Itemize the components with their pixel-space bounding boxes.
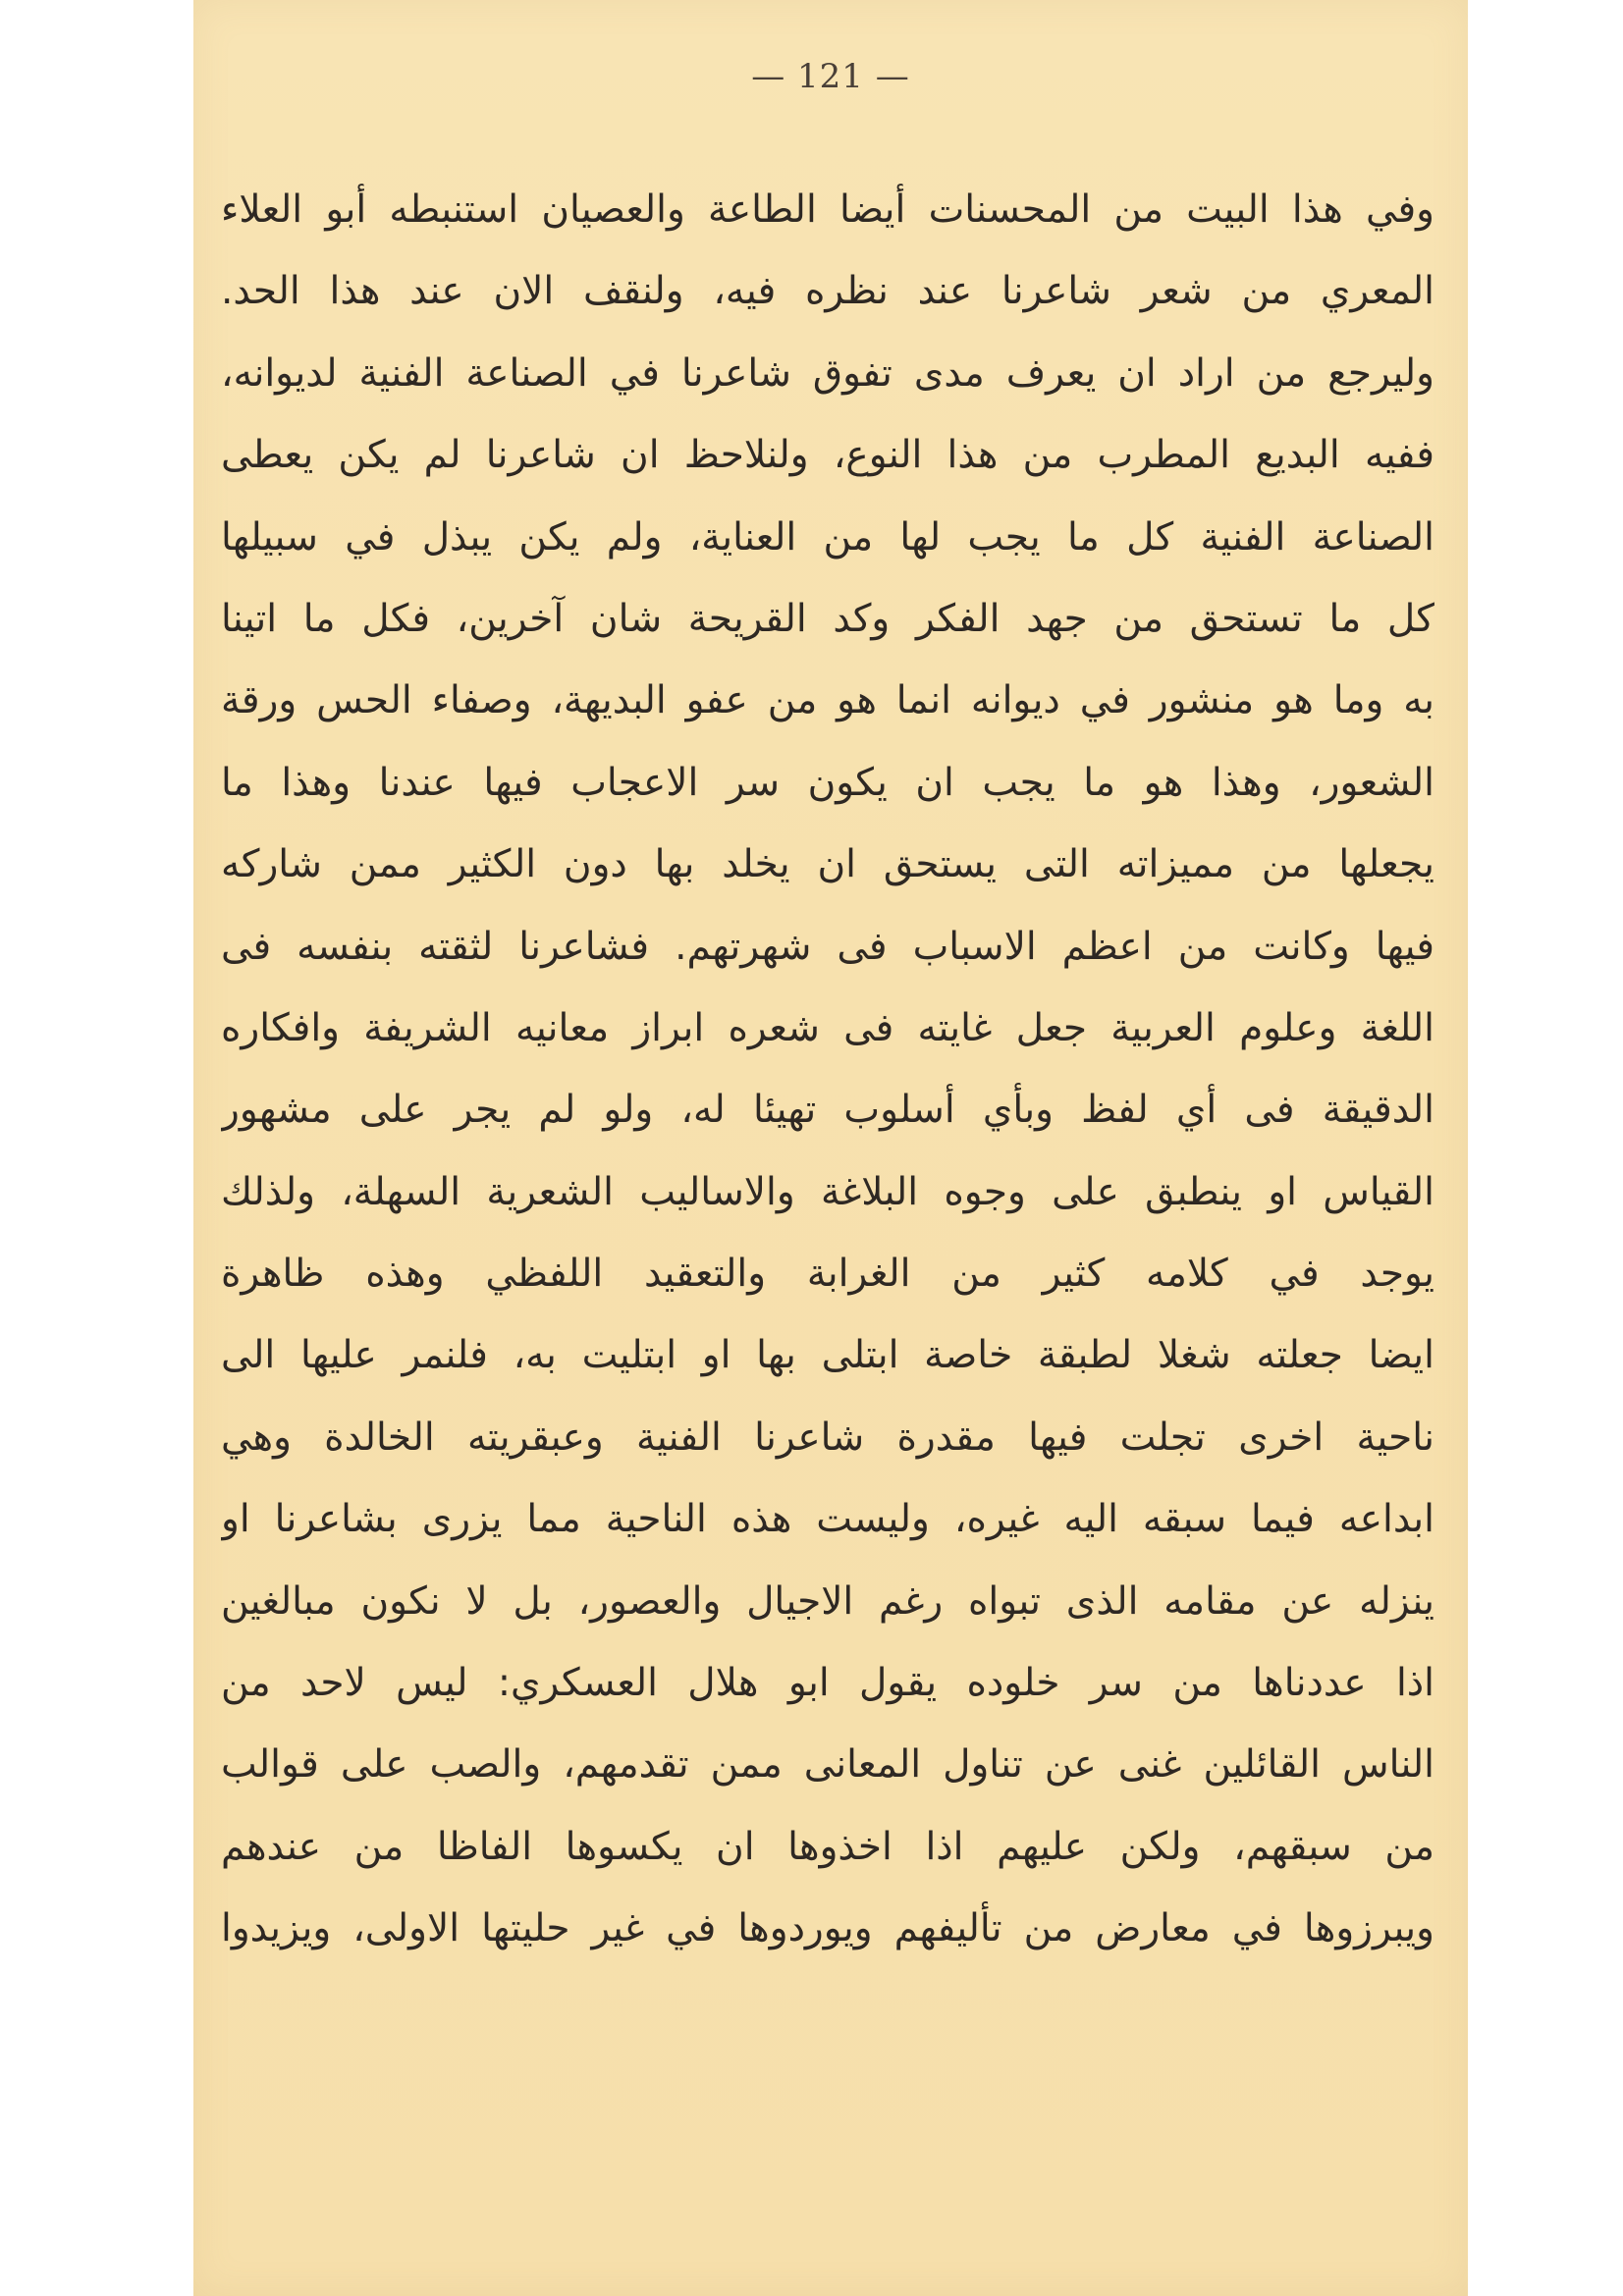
text-line: من سبقهم، ولكن عليهم اذا اخذوها ان يكسوها الفاظا من عندهم: [221, 1824, 1434, 1869]
text-line: ويبرزوها في معارض من تأليفهم ويوردوها في غير حليتها الاولى، ويزيدوا: [221, 1906, 1434, 1951]
text-line: الصناعة الفنية كل ما يجب لها من العناية، ولم يكن يبذل في سبيلها: [221, 514, 1434, 560]
text-line: ابداعه فيما سبقه اليه غيره، وليست هذه الناحية مما يزرى بشاعرنا او: [221, 1497, 1434, 1542]
text-line: الناس القائلين غنى عن تناول المعانى ممن تقدمهم، والصب على قوالب: [221, 1742, 1434, 1788]
text-line: اذا عددناها من سر خلوده يقول ابو هلال العسكري: ليس لاحد من: [221, 1661, 1434, 1706]
text-line: فيها وكانت من اعظم الاسباب فى شهرتهم. فشاعرنا لثقته بنفسه فى: [221, 924, 1434, 969]
text-line: القياس او ينطبق على وجوه البلاغة والاساليب الشعرية السهلة، ولذلك: [221, 1169, 1434, 1214]
text-line: المعري من شعر شاعرنا عند نظره فيه، ولنقف الان عند هذا الحد.: [221, 269, 1434, 314]
text-line: كل ما تستحق من جهد الفكر وكد القريحة شان آخرين، فكل ما اتينا: [221, 596, 1434, 641]
text-line: يجعلها من مميزاته التى يستحق ان يخلد بها دون الكثير ممن شاركه: [221, 842, 1434, 887]
text-line: ناحية اخرى تجلت فيها مقدرة شاعرنا الفنية وعبقريته الخالدة وهي: [221, 1415, 1434, 1460]
text-line: وليرجع من اراد ان يعرف مدى تفوق شاعرنا في الصناعة الفنية لديوانه،: [221, 350, 1434, 396]
body-text: [221, 169, 1434, 1970]
text-line: ينزله عن مقامه الذى تبواه رغم الاجيال والعصور، بل لا نكون مبالغين: [221, 1578, 1434, 1624]
text-line: ففيه البديع المطرب من هذا النوع، ولنلاحظ ان شاعرنا لم يكن يعطى: [221, 433, 1434, 478]
text-line: يوجد في كلامه كثير من الغرابة والتعقيد اللفظي وهذه ظاهرة: [221, 1252, 1434, 1297]
text-line: ايضا جعلته شغلا لطبقة خاصة ابتلى بها او ابتليت به، فلنمر عليها الى: [221, 1333, 1434, 1378]
page-number: — 121 —: [751, 57, 910, 96]
text-line: الشعور، وهذا هو ما يجب ان يكون سر الاعجاب فيها عندنا وهذا ما: [221, 760, 1434, 805]
scanned-page: [193, 0, 1468, 2296]
text-line: به وما هو منشور في ديوانه انما هو من عفو البديهة، وصفاء الحس ورقة: [221, 678, 1434, 723]
text-line: الدقيقة فى أي لفظ وبأي أسلوب تهيئا له، ولو لم يجر على مشهور: [221, 1088, 1434, 1133]
text-line: اللغة وعلوم العربية جعل غايته فى شعره ابراز معانيه الشريفة وافكاره: [221, 1005, 1434, 1050]
text-line: وفي هذا البيت من المحسنات أيضا الطاعة والعصيان استنبطه أبو العلاء: [221, 187, 1434, 232]
